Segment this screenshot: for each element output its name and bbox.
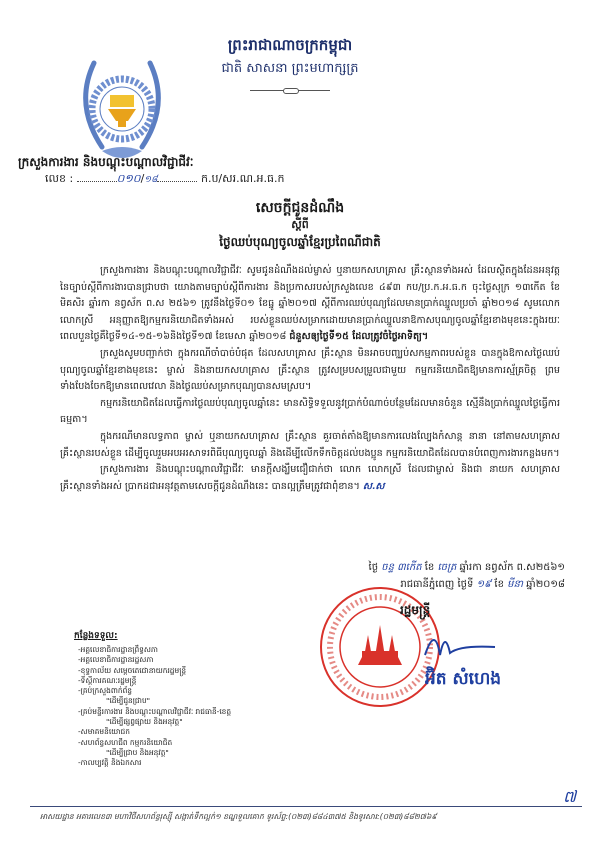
- paragraph: ក្នុងករណីមានលទ្ធភាព ម្ចាស់ ឬនាយកសហគ្រាស គ្រឹះស្ថាន គួរចាត់តាំងឱ្យមានការលេងល្បែងកំសាន្ត នានា នៅតាមសហគ្រាស គ្រឹះស្ថានរបស់ខ្លួន ដើម្បីចូលរួមអបអរសាទរពិធីបុណ្យចូលឆ្នាំ និងដើម្បីលើកទឹកចិត្តដល់បងប្អូន កម្មករនិយោជិតដែលបានបំពេញការងារកន្លងមក។: [60, 430, 560, 459]
- initials: ស.ស: [362, 480, 385, 492]
- recipient-item: -សមាគមនិយោជក: [78, 727, 130, 737]
- recipient-item: "ដើម្បីជ្រាប និងអនុវត្ត": [106, 747, 169, 757]
- paragraph: ក្រសួងសូមបញ្ជាក់ថា ក្នុងករណីចាំបាច់បំផុត ដែលសហគ្រាស គ្រឹះស្ថាន មិនអាចបញ្ឈប់សកម្មភាពរបស់ខ្លួន បានក្នុងឱកាសថ្ងៃឈប់បុណ្យចូលឆ្នាំខ្មែរខាងមុខនេះ ម្ចាស់ និងនាយកសហគ្រាស គ្រឹះស្ថាន ត្រូវសម្របសម្រួលជាមួយ កម្មករនិយោជិតឱ្យមានការស្ម័គ្រចិត្ត ព្រមទាំងបែងចែកឱ្យមានពេលវេលា និងថ្ងៃឈប់សម្រាកបុណ្យបានសមស្រប។: [60, 347, 560, 393]
- ref-label: លេខ :: [45, 172, 74, 185]
- ref-year: ១៨: [144, 175, 158, 185]
- recipient-item: -ទីស្តីការគណៈរដ្ឋមន្ត្រី: [78, 675, 137, 685]
- recipient-item: -អគ្គលេខាធិការដ្ឋានរដ្ឋសភា: [78, 655, 154, 665]
- recipients-list: [78, 645, 231, 769]
- ref-number: ០១០: [116, 172, 141, 185]
- recipient-item: -ខុទ្ទកាល័យ សម្តេចតេជោនាយករដ្ឋមន្ត្រី: [78, 665, 187, 675]
- ministry-name: ក្រសួងការងារ និងបណ្តុះបណ្តាលវិជ្ជាជីវៈ: [18, 155, 194, 169]
- ref-code: ក.ប/សរ.ណ.អ.ធ.ក: [200, 172, 285, 185]
- paragraph: ក្រសួងការងារ និងបណ្តុះបណ្តាលវិជ្ជាជីវៈ មានក្តីសង្ឃឹមជឿជាក់ថា លោក លោកស្រី ដែលជាម្ចាស់ និងជា នាយក សហគ្រាស គ្រឹះស្ថានទាំងអស់ ប្រាកដជាអនុវត្តតាមសេចក្តីជូនដំណឹងនេះ បានល្អត្រឹមត្រូវជាពុំខាន។ ស.ស: [60, 464, 560, 492]
- document-title: សេចក្តីជូនដំណឹង: [255, 200, 345, 216]
- recipient-item: -អគ្គលេខាធិការដ្ឋានព្រឹទ្ធសភា: [78, 645, 158, 654]
- recipient-item: -គ្រប់ក្រសួងពាក់ព័ន្ធ: [78, 686, 132, 696]
- kingdom-title: ព្រះរាជាណាចក្រកម្ពុជា: [227, 36, 353, 54]
- footer-divider: [30, 806, 582, 807]
- minister-title: រដ្ឋមន្ត្រី: [400, 603, 431, 617]
- paragraph-bold: ជំនួសឲ្យថ្ងៃទី១៥ ដែលត្រូវចំថ្ងៃអាទិត្យ។: [289, 331, 429, 343]
- national-motto: ជាតិ សាសនា ព្រះមហាក្សត្រ: [221, 61, 359, 76]
- recipient-item: -កាលប្បវត្តិ និងឯកសារ: [78, 758, 142, 768]
- document-subject: ថ្ងៃឈប់បុណ្យចូលឆ្នាំខ្មែរប្រពៃណីជាតិ: [219, 235, 381, 249]
- reference-number: លេខ : ០១០/១៨ ក.ប/សរ.ណ.អ.ធ.ក: [45, 172, 285, 185]
- paragraph: កម្មករនិយោជិតដែលធ្វើការថ្ងៃឈប់បុណ្យចូលឆ្នាំនេះ មានសិទ្ធិទទួលនូវប្រាក់បំណាច់បន្ថែមដែលមានចំនួន ស្មើនឹងប្រាក់ឈ្នួលថ្ងៃធ្វើការធម្មតា។: [60, 397, 560, 426]
- paragraph: ក្រសួងការងារ និងបណ្តុះបណ្តាលវិជ្ជាជីវៈ សូមជូនដំណឹងដល់ម្ចាស់ ឬនាយកសហគ្រាស គ្រឹះស្ថានទាំងអស់ ដែលស្ថិតក្នុងដែនអនុវត្តនៃច្បាប់ស្តីពីការងារបានជ្រាបថា យោងតាមច្បាប់ស្តីពីការងារ និងប្រកាសរបស់ក្រសួងលេខ ៤៩៣ កប/ប្រ.ក.អ.ធ.ក ចុះថ្ងៃសុក្រ ១៣កើត ខែមិគសិរ ឆ្នាំរកា នព្វស័ក ព.ស ២៥៦១ ត្រូវនឹងថ្ងៃទី០១ ខែធ្នូ ឆ្នាំ២០១៧ ស្តីពីការឈប់បុណ្យដែលមានប្រាក់ឈ្នួលប្រចាំ ឆ្នាំ២០១៨ សូមលោក លោកស្រី អនុញ្ញាតឱ្យកម្មករនិយោជិតទាំងអស់ របស់ខ្លួនឈប់សម្រាកដោយមានប្រាក់ឈ្នួលនាឱកាសបុណ្យចូលឆ្នាំខ្មែរខាងមុខនេះក្នុងរយៈពេលបួនថ្ងៃគឺថ្ងៃទី១៤-១៥-១៦និងថ្ងៃទី១៧ ខែមេសា ឆ្នាំ២០១៨ ជំនួសឲ្យថ្ងៃទី១៥ ដែលត្រូវចំថ្ងៃអាទិត្យ។: [60, 265, 560, 343]
- recipient-item: -សហព័ន្ធសហជីព កម្មករនិយោជិត: [78, 737, 173, 747]
- document-body: [60, 263, 560, 495]
- recipient-item: "ដើម្បីជូនជ្រាប": [106, 696, 151, 706]
- solar-date: រាជធានីភ្នំពេញ ថ្ងៃទី ១៩ ខែ មីនា ឆ្នាំ២០១៨: [400, 579, 565, 590]
- footer-address: អាសយដ្ឋាន អគារលេខ៣ មហាវិថីសហព័ន្ធរុស្ស៊ី សង្កាត់ទឹកល្អក់១ ខណ្ឌទួលគោក ទូរស័ព្ទ:(០២៣)៨៨៤៣៧៥ និងទូរសារ:(០២៣)៨៨២៧៦៩: [40, 812, 437, 821]
- signature-mark: [420, 625, 500, 669]
- recipient-item: -គ្រប់មន្ទីរការងារ និងបណ្តុះបណ្តាលវិជ្ជាជីវៈ រាជធានី-ខេត្ត: [78, 706, 232, 716]
- recipients-heading: កន្លែងទទួល:: [74, 631, 118, 641]
- ministry-logo: [72, 55, 172, 167]
- lunar-date: ថ្ងៃ ចន្ទ ៣កើត ខែ ចេត្រ ឆ្នាំរកា នព្វស័ក ព.ស២៥៦១: [368, 562, 565, 573]
- recipient-item: "ដើម្បីផ្សព្វផ្សាយ និងអនុវត្ត": [106, 717, 183, 727]
- document-about: ស្តីពី: [291, 218, 309, 231]
- ornament-divider: [250, 90, 330, 93]
- signatory-name: អ៊ិត សំហេង: [425, 669, 502, 689]
- page-mark: ៧: [563, 787, 577, 806]
